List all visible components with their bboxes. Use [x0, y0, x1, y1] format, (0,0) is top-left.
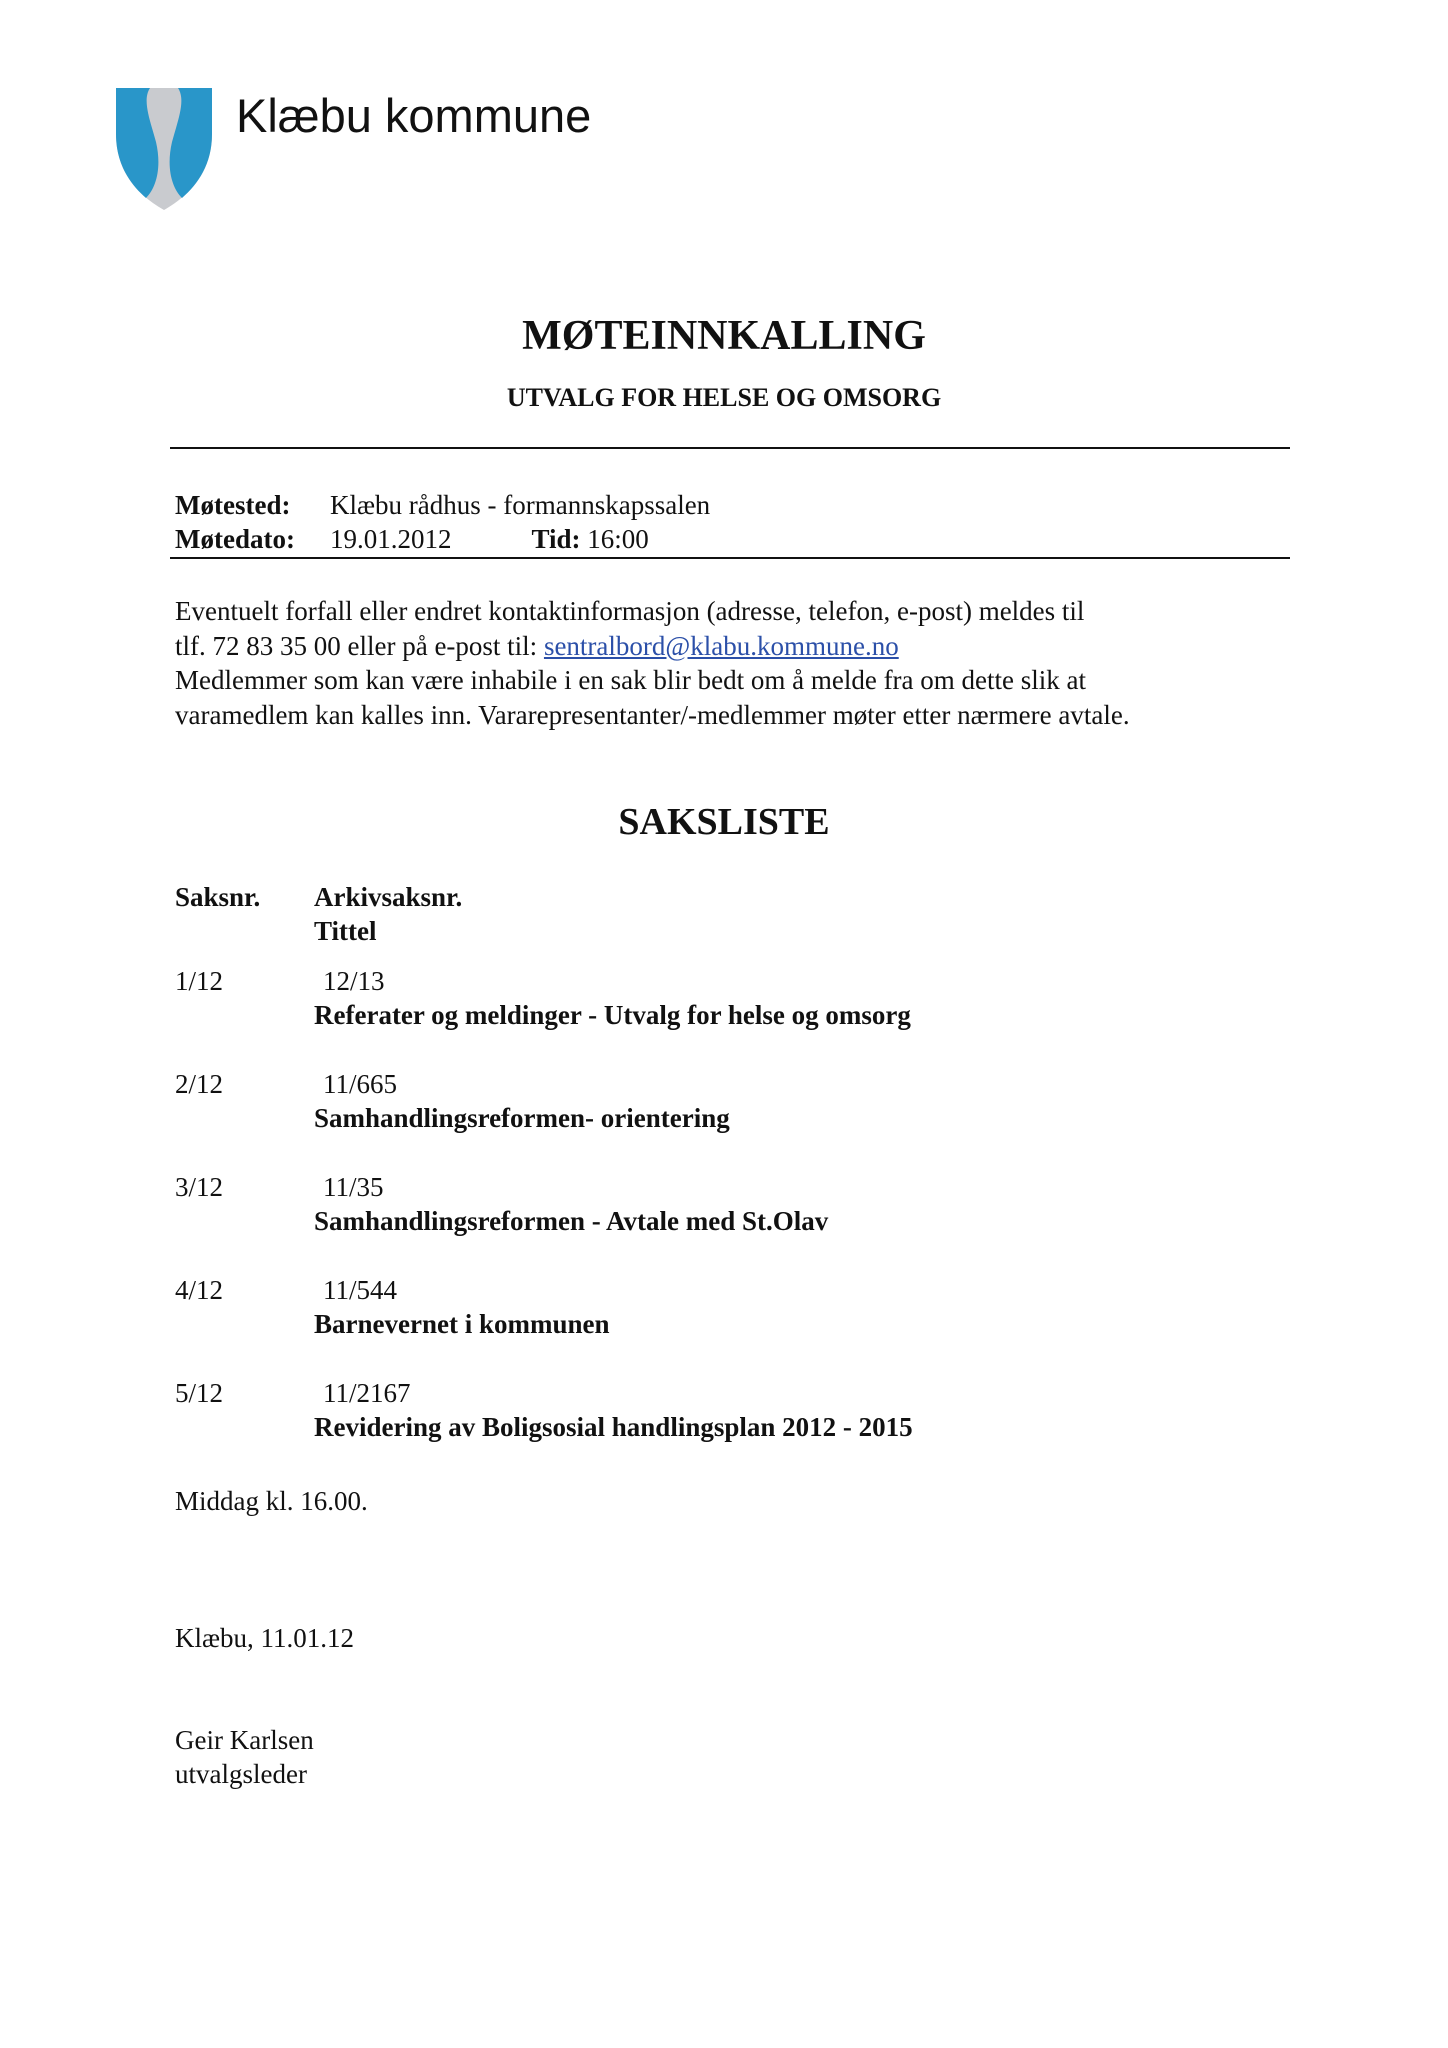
- case-item: [175, 1170, 1275, 1240]
- case-title: Samhandlingsreformen- orientering: [314, 1103, 730, 1133]
- info-line-prefix: tlf. 72 83 35 00 eller på e-post til:: [175, 630, 544, 661]
- info-line: Eventuelt forfall eller endret kontaktinformasjon (adresse, telefon, e-post) meldes til: [175, 596, 1085, 626]
- case-item: [175, 964, 1275, 1034]
- case-saksnr: 3/12: [175, 1172, 224, 1202]
- coat-of-arms-icon: [112, 86, 216, 212]
- case-saksnr: 2/12: [175, 1069, 224, 1099]
- case-item: [175, 1273, 1275, 1343]
- meeting-place-row: [175, 488, 710, 522]
- info-paragraph: [175, 594, 1285, 732]
- case-saksnr: 4/12: [175, 1275, 224, 1305]
- header-tittel: Tittel: [314, 916, 377, 946]
- email-link[interactable]: sentralbord@klabu.kommune.no: [543, 630, 899, 661]
- header-saksnr: Saksnr.: [175, 882, 261, 912]
- case-arkivsaksnr: 11/665: [323, 1069, 397, 1099]
- meeting-date-label: Møtedato:: [175, 524, 295, 554]
- page-subtitle: UTVALG FOR HELSE OG OMSORG: [506, 383, 942, 412]
- meeting-place-value: Klæbu rådhus - formannskapssalen: [330, 490, 711, 520]
- case-title: Samhandlingsreformen - Avtale med St.Olav: [314, 1206, 829, 1236]
- meeting-date-row: [175, 522, 649, 556]
- signer-name: Geir Karlsen: [175, 1725, 314, 1755]
- case-arkivsaksnr: 11/544: [323, 1275, 397, 1305]
- page-title: MØTEINNKALLING: [522, 313, 926, 359]
- meeting-time-label: Tid:: [531, 524, 581, 554]
- info-line: [175, 629, 1285, 664]
- divider-bottom: [170, 557, 1290, 559]
- meeting-time-value: 16:00: [587, 524, 649, 554]
- case-arkivsaksnr: 11/2167: [323, 1378, 411, 1408]
- saksliste-title: SAKSLISTE: [618, 801, 830, 843]
- case-title: Barnevernet i kommunen: [314, 1309, 610, 1339]
- case-title: Referater og meldinger - Utvalg for helse og omsorg: [314, 1000, 911, 1030]
- dinner-note: Middag kl. 16.00.: [175, 1486, 368, 1516]
- org-name: Klæbu kommune: [236, 89, 592, 142]
- case-saksnr: 1/12: [175, 966, 224, 996]
- meeting-date-value: 19.01.2012: [330, 524, 452, 554]
- case-item: [175, 1067, 1275, 1137]
- case-arkivsaksnr: 12/13: [323, 966, 385, 996]
- header-arkivsaksnr: Arkivsaksnr.: [314, 882, 463, 912]
- info-line: Medlemmer som kan være inhabile i en sak blir bedt om å melde fra om dette slik at: [175, 665, 1086, 695]
- signer-role: utvalgsleder: [175, 1759, 307, 1789]
- case-title: Revidering av Boligsosial handlingsplan 2012 - 2015: [314, 1412, 913, 1442]
- meeting-place-label: Møtested:: [175, 490, 291, 520]
- case-saksnr: 5/12: [175, 1378, 224, 1408]
- info-line: varamedlem kan kalles inn. Vararepresentanter/-medlemmer møter etter nærmere avtale.: [175, 699, 1130, 730]
- case-arkivsaksnr: 11/35: [323, 1172, 384, 1202]
- case-item: [175, 1376, 1275, 1446]
- divider-top: [170, 447, 1290, 449]
- place-date: Klæbu, 11.01.12: [175, 1623, 355, 1653]
